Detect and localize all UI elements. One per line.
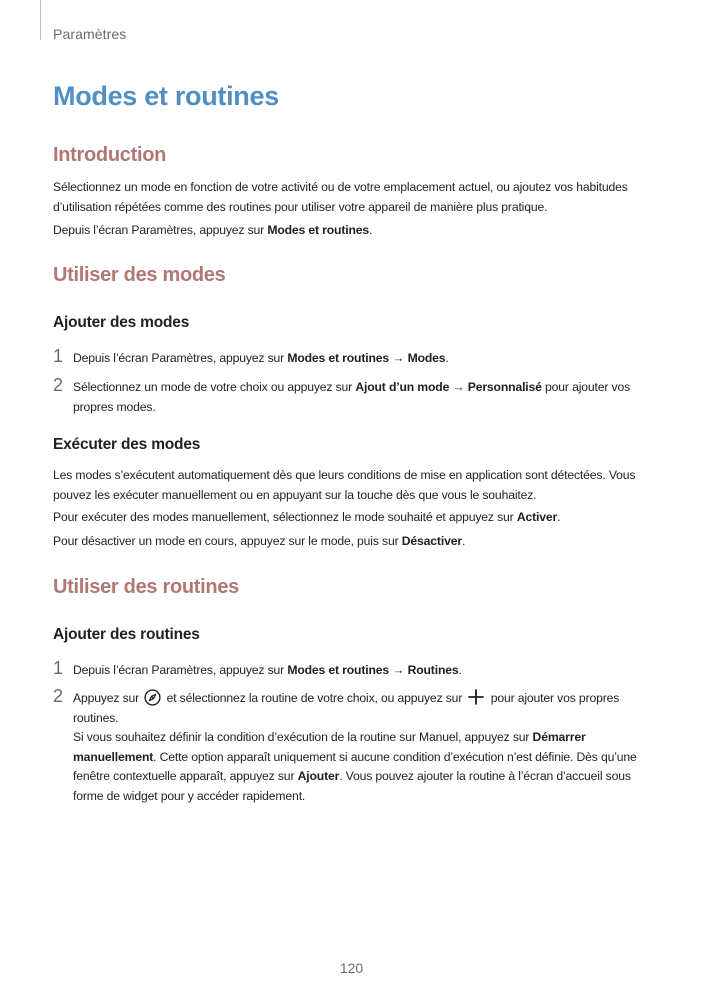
run-paragraph-3: Pour désactiver un mode en cours, appuyez sur le mode, puis sur Désactiver. (53, 534, 466, 548)
step-number: 2 (53, 686, 64, 706)
heading-ajouter-des-modes: Ajouter des modes (53, 314, 190, 331)
run-paragraph-2: Pour exécuter des modes manuellement, sélectionnez le mode souhaité et appuyez sur Activer. (53, 510, 561, 524)
heading-utiliser-des-modes: Utiliser des modes (53, 264, 226, 286)
header-rule (40, 0, 41, 40)
step-number: 2 (53, 375, 64, 395)
step-text: Appuyez sur et sélectionnez la routine de votre choix, ou appuyez sur pour ajouter vos propres routines. Si vous souhaitez définir la condition d’exécution de la routine sur Manuel, appuyez sur Démarrer manuellement. Cette option apparaît uniquement si aucune condition d’exécution n’est définie. Dès qu’une fenêtre contextuelle apparaît, appuyez sur Ajouter. Vous pouvez ajouter la routine à l’écran d’accueil sous forme de widget pour y accéder rapidement. (73, 689, 653, 806)
intro-paragraph-1: Sélectionnez un mode en fonction de votre activité ou de votre emplacement actuel, ou ajoutez vos habitudes d’utilisation répétées comme des routines pour utiliser votre appareil de manière plus pratique. (53, 180, 628, 214)
page-number: 120 (339, 960, 364, 976)
step-text: Sélectionnez un mode de votre choix ou appuyez sur Ajout d’un mode → Personnalisé pour ajouter vos propres modes. (73, 380, 631, 414)
step-text: Depuis l’écran Paramètres, appuyez sur Modes et routines → Modes. (73, 351, 449, 365)
heading-executer-des-modes: Exécuter des modes (53, 436, 201, 453)
step-text: Depuis l’écran Paramètres, appuyez sur Modes et routines → Routines. (73, 663, 462, 677)
routines-step-2-note: Si vous souhaitez définir la condition d’exécution de la routine sur Manuel, appuyez sur Démarrer manuellement. Cette option apparaît uniquement si aucune condition d’exécution n’est définie. Dès qu’une fenêtre contextuelle apparaît, appuyez sur Ajouter. Vous pouvez ajouter la routine à l’écran d’accueil sous forme de widget pour y accéder rapidement. (73, 730, 637, 803)
heading-ajouter-des-routines: Ajouter des routines (53, 626, 200, 643)
run-paragraph-1: Les modes s’exécutent automatiquement dès que leurs conditions de mise en application sont détectées. Vous pouvez les exécuter manuellement ou en appuyant sur la touche dès que vous le souhaitez. (53, 468, 636, 502)
page-title: Modes et routines (53, 81, 279, 111)
plus-icon (468, 689, 484, 705)
heading-utiliser-des-routines: Utiliser des routines (53, 576, 239, 598)
section-header: Paramètres (53, 26, 127, 42)
step-number: 1 (53, 346, 64, 366)
heading-introduction: Introduction (53, 144, 167, 166)
intro-paragraph-2: Depuis l’écran Paramètres, appuyez sur Modes et routines. (53, 223, 373, 237)
compass-icon (144, 689, 161, 706)
step-number: 1 (53, 658, 64, 678)
